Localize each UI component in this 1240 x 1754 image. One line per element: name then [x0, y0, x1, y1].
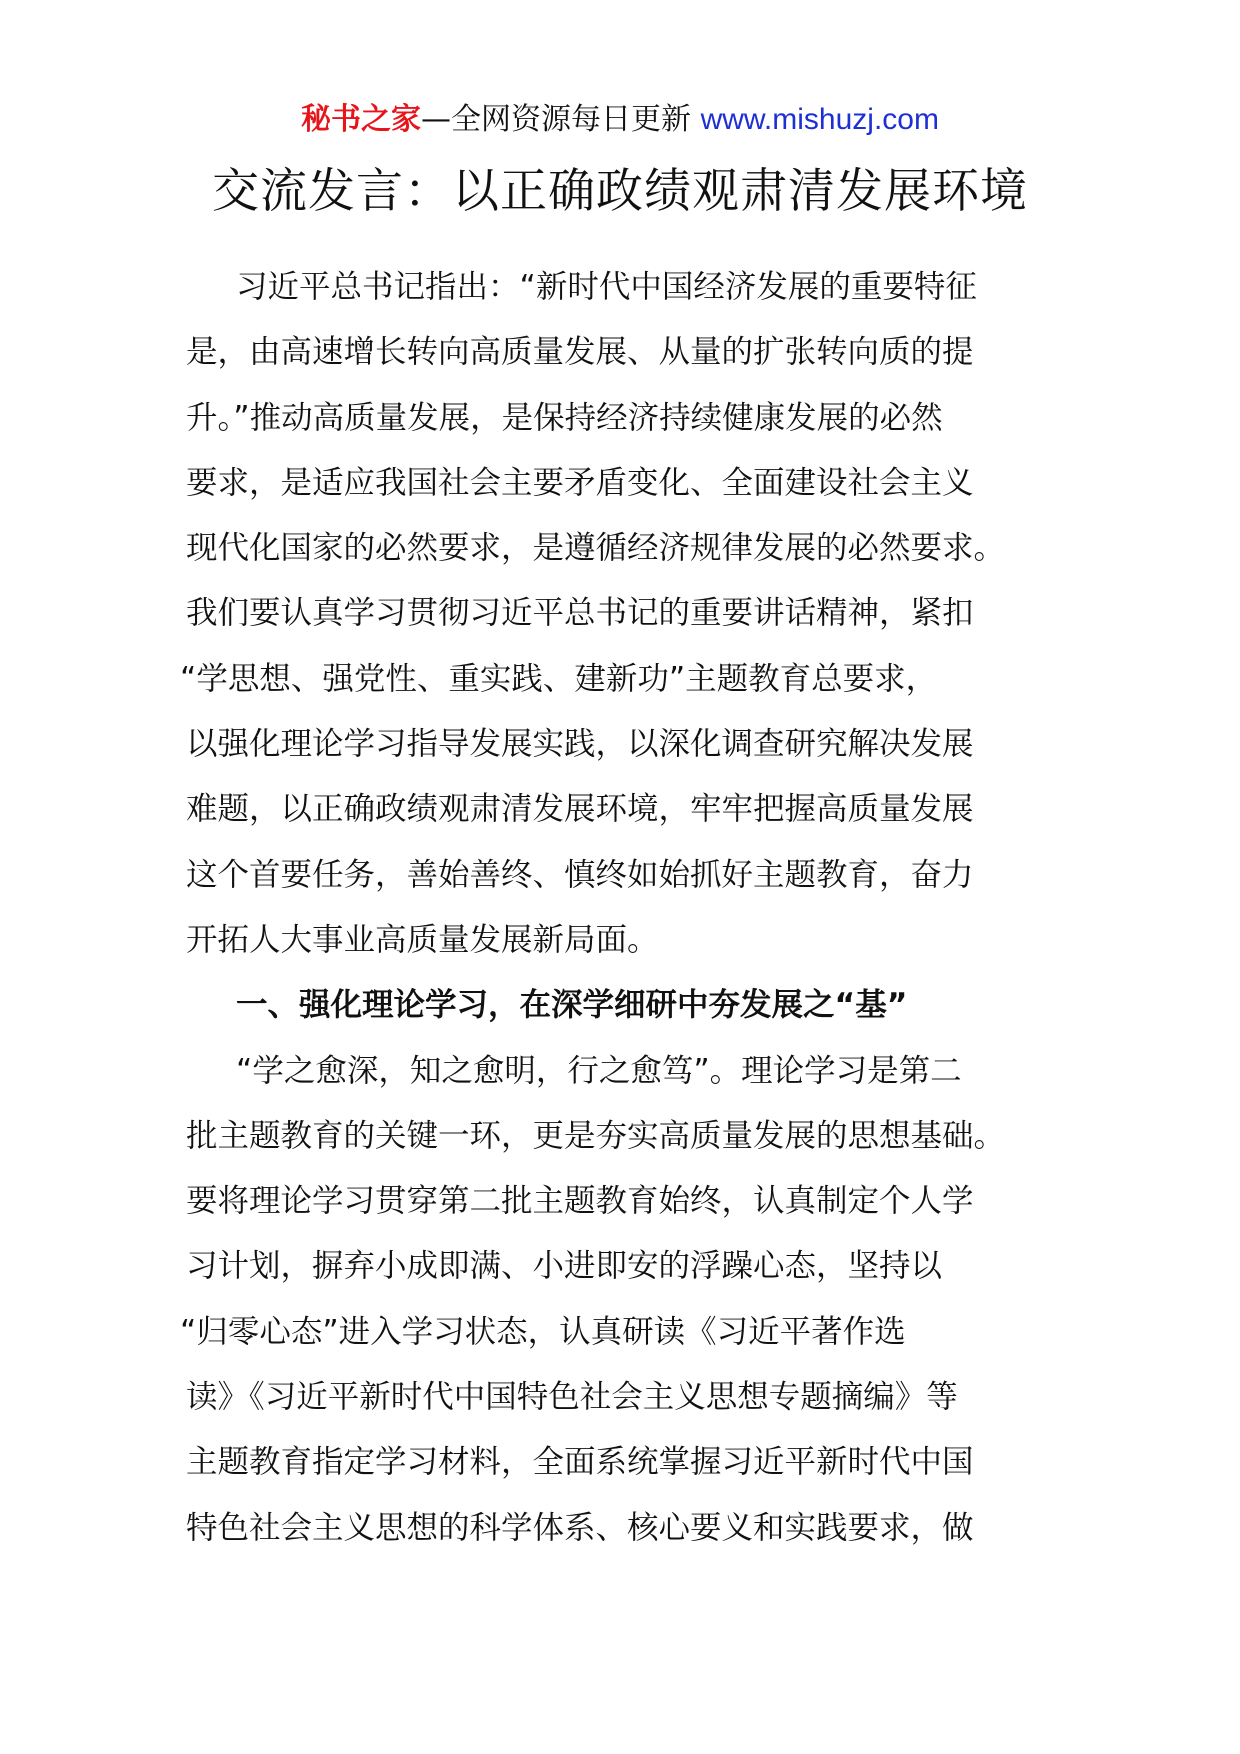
paragraph-line: 读》《习近平新时代中国特色社会主义思想专题摘编》等	[186, 1379, 958, 1416]
paragraph-line: 习近平总书记指出：“新时代中国经济发展的重要特征	[236, 269, 977, 305]
paragraph-line: “归零心态”进入学习状态，认真研读《习近平著作选	[180, 1313, 906, 1350]
paragraph-line: 要求，是适应我国社会主要矛盾变化、全面建设社会主义	[186, 464, 974, 501]
paragraph-line: 我们要认真学习贯彻习近平总书记的重要讲话精神，紧扣	[186, 595, 974, 632]
paragraph-line: 现代化国家的必然要求，是遵循经济规律发展的必然要求。	[186, 530, 1006, 567]
site-name: 秘书之家	[301, 102, 422, 137]
paragraph-line: “学思想、强党性、重实践、建新功”主题教育总要求，	[180, 660, 938, 697]
document-body	[180, 255, 1046, 1561]
site-tagline: —全网资源每日更新	[421, 102, 692, 137]
paragraph-line: 升。”推动高质量发展，是保持经济持续健康发展的必然	[186, 399, 943, 436]
paragraph-line: 这个首要任务，善始善终、慎终如始抓好主题教育，奋力	[186, 856, 974, 893]
paragraph-line: 习计划，摒弃小成即满、小进即安的浮躁心态，坚持以	[186, 1248, 943, 1285]
site-url-link[interactable]: www.mishuzj.com	[700, 103, 939, 136]
document-title: 交流发言：以正确政绩观肃清发展环境	[212, 164, 1028, 219]
paragraph-line: 开拓人大事业高质量发展新局面。	[186, 921, 659, 958]
paragraph-line: 批主题教育的关键一环，更是夯实高质量发展的思想基础。	[186, 1117, 1006, 1154]
site-header	[0, 98, 1240, 142]
paragraph-line: “学之愈深，知之愈明，行之愈笃”。理论学习是第二	[236, 1052, 962, 1089]
paragraph-line: 是，由高速增长转向高质量发展、从量的扩张转向质的提	[186, 334, 974, 371]
paragraph-line: 主题教育指定学习材料，全面系统掌握习近平新时代中国	[186, 1444, 974, 1481]
section-heading: 一、强化理论学习，在深学细研中夯发展之“基”	[236, 987, 908, 1024]
paragraph-line: 以强化理论学习指导发展实践，以深化调查研究解决发展	[186, 726, 974, 763]
paragraph-line: 要将理论学习贯穿第二批主题教育始终，认真制定个人学	[186, 1183, 974, 1220]
paragraph-line: 特色社会主义思想的科学体系、核心要义和实践要求，做	[186, 1509, 974, 1546]
paragraph-line: 难题，以正确政绩观肃清发展环境，牢牢把握高质量发展	[186, 791, 974, 828]
